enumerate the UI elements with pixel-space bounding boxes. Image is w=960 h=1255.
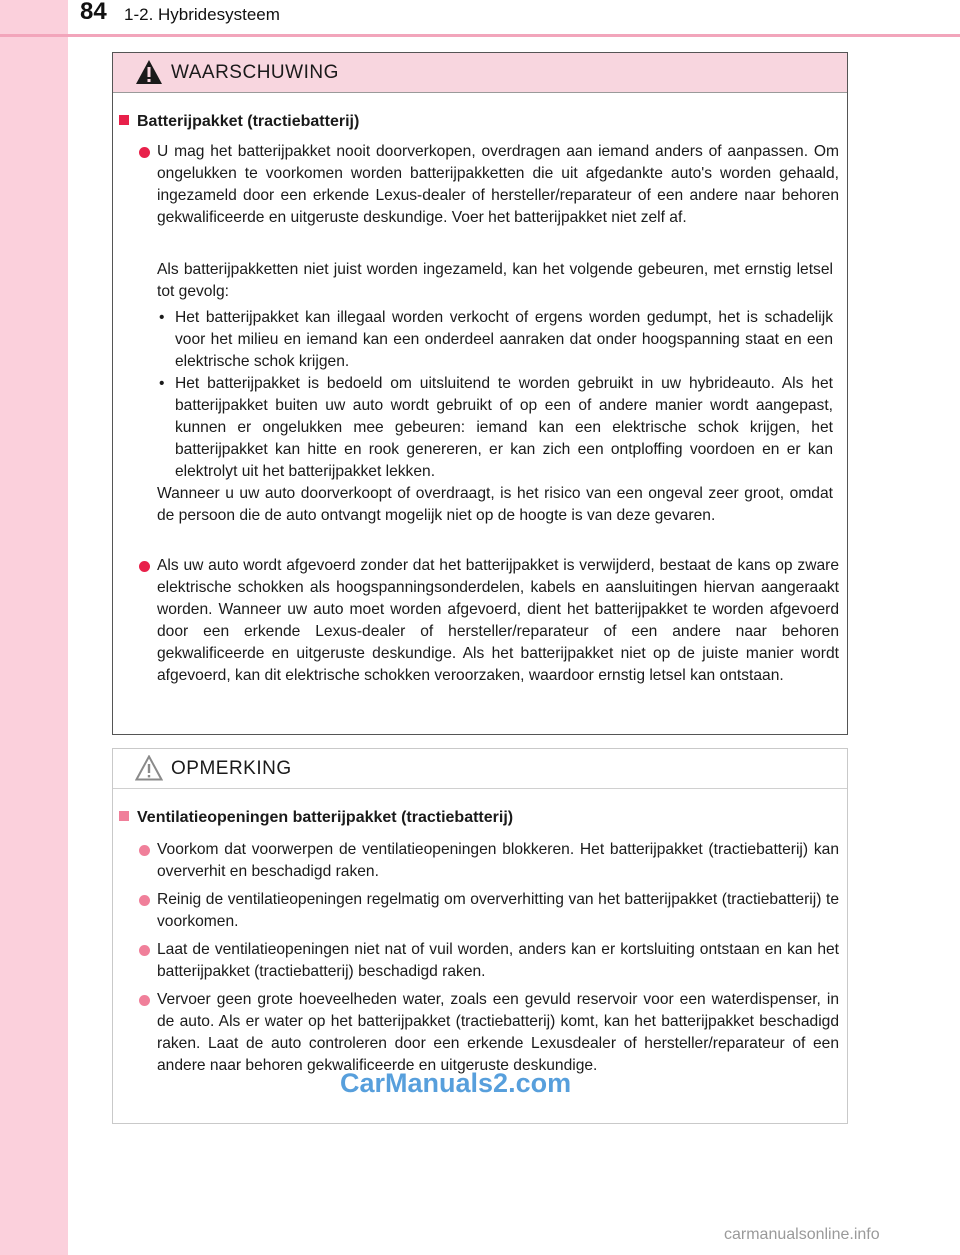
- warning-triangle-icon: [135, 59, 163, 85]
- bullet-mark: •: [159, 375, 165, 392]
- warning-item-2: [157, 555, 839, 687]
- warning-header: [113, 53, 847, 93]
- note-item-4-text: Vervoer geen grote hoeveelheden water, zoals een gevuld reservoir voor een waterdispenser, in de auto. Als er water op het batterijpakket (tractiebatterij) komt, kan het batterijpakket beschadigd raken. Laat de auto controleren door een erkende Lexusdealer of hersteller/reparateur of een andere naar behoren gekwalificeerde en uitgeruste deskundige.: [157, 991, 839, 1074]
- warning-item-2-text: Als uw auto wordt afgevoerd zonder dat het batterijpakket is verwijderd, bestaat de kans op zware elektrische schokken als hoogspanningsonderdelen, kabels en aansluitingen hiervan aangeraakt worden. Wanneer uw auto moet worden afgevoerd, dient het batterijpakket te worden afgevoerd door een erkende Lexus-dealer of hersteller/reparateur of een andere naar behoren gekwalificeerde en uitgeruste deskundige. Als het batterijpakket niet op de juiste manier wordt afgevoerd, kan dit elektrische schokken veroorzaken, waardoor ernstig letsel kan ontstaan.: [157, 557, 839, 684]
- bullet-mark: •: [159, 309, 165, 326]
- round-bullet-icon: [139, 945, 150, 956]
- square-bullet-icon: [119, 115, 129, 125]
- warning-item-1-para-2: Als batterijpakketten niet juist worden ingezameld, kan het volgende gebeuren, met ernstig letsel tot gevolg:: [157, 261, 833, 300]
- warning-item-1: [157, 141, 839, 229]
- note-item-1-text: Voorkom dat voorwerpen de ventilatieopeningen blokkeren. Het batterijpakket (tractiebatterij) kan oververhit en beschadigd raken.: [157, 841, 839, 880]
- caution-triangle-icon: [135, 755, 163, 781]
- note-subheading: [119, 809, 513, 827]
- warning-title: WAARSCHUWING: [171, 62, 339, 83]
- header-divider: [0, 34, 960, 37]
- note-item-2: [157, 889, 839, 933]
- round-bullet-icon: [139, 895, 150, 906]
- round-bullet-icon: [139, 995, 150, 1006]
- warning-box: [112, 52, 848, 735]
- page-number: 84: [80, 0, 107, 25]
- warning-bullet-2: [157, 373, 833, 483]
- warning-subheading: [119, 113, 359, 131]
- note-title: OPMERKING: [171, 758, 292, 779]
- note-subheading-text: Ventilatieopeningen batterijpakket (tractiebatterij): [137, 809, 514, 826]
- warning-bullet-1-text: Het batterijpakket kan illegaal worden verkocht of ergens worden gedumpt, het is schadelijk voor het milieu en iemand kan een onderdeel aanraken dat onder hoogspanning staat en een elektrische schok krijgen.: [175, 309, 833, 370]
- note-item-3: [157, 939, 839, 983]
- square-bullet-icon: [119, 811, 129, 821]
- footer-watermark: carmanualsonline.info: [724, 1226, 880, 1243]
- warning-item-1-para-3: Wanneer u uw auto doorverkoopt of overdraagt, is het risico van een ongeval zeer groot, omdat de persoon die de auto ontvangt mogelijk niet op de hoogte is van deze gevaren.: [157, 485, 833, 524]
- round-bullet-icon: [139, 845, 150, 856]
- note-header: [113, 749, 847, 789]
- note-item-1: [157, 839, 839, 883]
- warning-bullet-2-text: Het batterijpakket is bedoeld om uitsluitend te worden gebruikt in uw hybrideauto. Als het batterijpakket buiten uw auto wordt gebruikt of op een of andere manier wordt aangepast, kunnen er ongelukken mee gebeuren: iemand kan een elektrische schok krijgen, het batterijpakket kan hitte en rook genereren, er kan zich een ontploffing voordoen en er kan elektrolyt uit het batterijpakket lekken.: [175, 375, 833, 480]
- round-bullet-icon: [139, 561, 150, 572]
- side-strip: [0, 0, 68, 1255]
- warning-bullet-1: [157, 307, 833, 373]
- note-item-4: [157, 989, 839, 1077]
- note-item-2-text: Reinig de ventilatieopeningen regelmatig om oververhitting van het batterijpakket (tractiebatterij) te voorkomen.: [157, 891, 839, 930]
- warning-item-1-text: U mag het batterijpakket nooit doorverkopen, overdragen aan iemand anders of aanpassen. Om ongelukken te voorkomen worden batterijpakketten die uit afgedankte auto's worden gehaald, ingezameld door een erkende Lexus-dealer of hersteller/reparateur of een andere naar behoren gekwalificeerde en uitgeruste deskundige. Voer het batterijpakket niet zelf af.: [157, 143, 839, 226]
- round-bullet-icon: [139, 147, 150, 158]
- note-item-3-text: Laat de ventilatieopeningen niet nat of vuil worden, anders kan er kortsluiting ontstaan en kan het batterijpakket (tractiebatterij) beschadigd raken.: [157, 941, 839, 980]
- watermark-carmanuals2: CarManuals2.com: [340, 1068, 572, 1098]
- warning-subheading-text: Batterijpakket (tractiebatterij): [137, 113, 360, 130]
- section-title: 1-2. Hybridesysteem: [124, 5, 280, 24]
